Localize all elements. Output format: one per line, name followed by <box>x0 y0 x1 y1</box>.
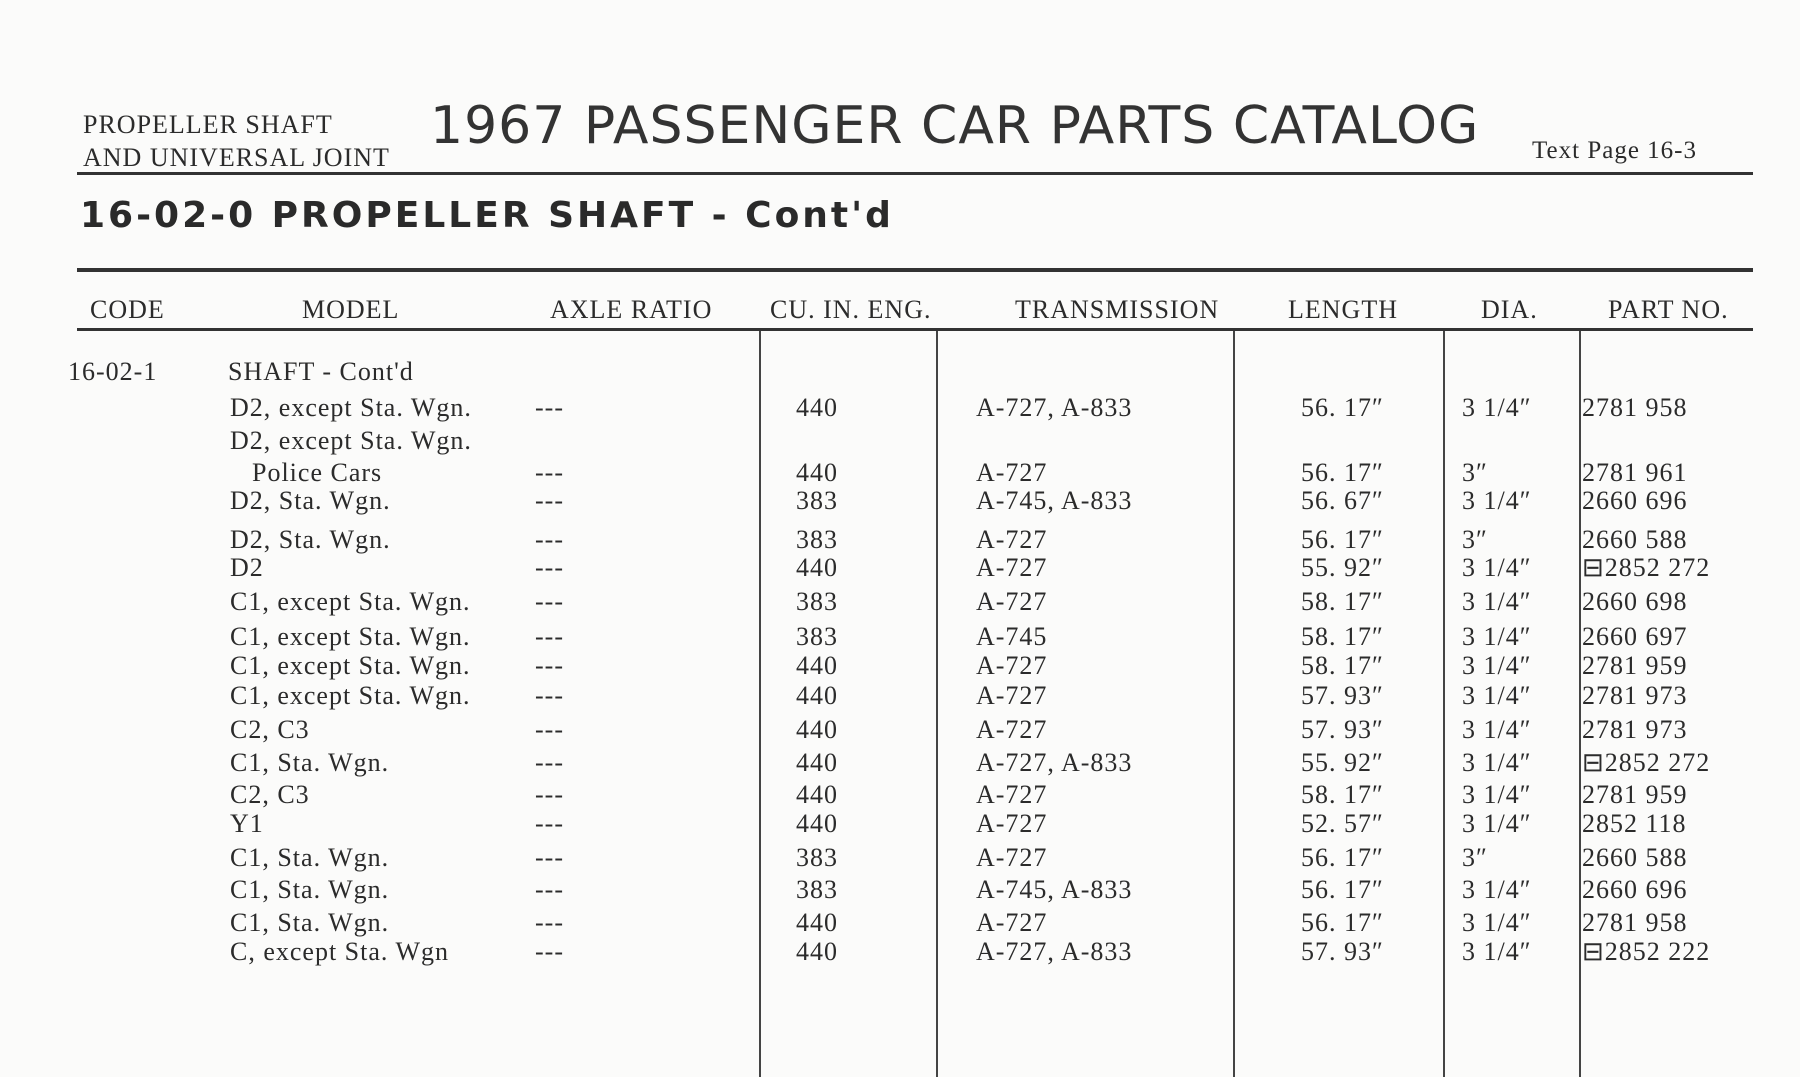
table-row <box>0 843 1800 873</box>
axle-ratio-cell: --- <box>535 681 564 710</box>
axle-ratio-cell: --- <box>535 908 564 937</box>
diameter-cell: 3″ <box>1462 458 1488 487</box>
diameter-cell: 3 1/4″ <box>1462 393 1532 422</box>
axle-ratio-cell: --- <box>535 525 564 554</box>
diameter-cell: 3 1/4″ <box>1462 651 1532 680</box>
table-row <box>0 715 1800 745</box>
part-number-cell: ⊟2852 222 <box>1582 937 1711 966</box>
table-top-rule <box>77 268 1753 272</box>
axle-ratio-cell: --- <box>535 875 564 904</box>
axle-ratio-cell: --- <box>535 393 564 422</box>
diameter-cell: 3 1/4″ <box>1462 908 1532 937</box>
part-number-cell: 2781 973 <box>1582 681 1688 710</box>
transmission-cell: A-727 <box>976 587 1048 616</box>
column-header-rule <box>77 328 1753 331</box>
engine-cell: 440 <box>796 748 838 777</box>
diameter-cell: 3 1/4″ <box>1462 937 1532 966</box>
length-cell: 56. 17″ <box>1301 393 1384 422</box>
model-cell: C1, Sta. Wgn. <box>230 748 390 777</box>
length-cell: 52. 57″ <box>1301 809 1384 838</box>
table-row <box>0 393 1800 423</box>
diameter-cell: 3 1/4″ <box>1462 809 1532 838</box>
length-cell: 56. 67″ <box>1301 486 1384 515</box>
part-number-cell: 2781 958 <box>1582 393 1688 422</box>
axle-ratio-cell: --- <box>535 651 564 680</box>
axle-ratio-cell: --- <box>535 748 564 777</box>
part-number-cell: 2660 697 <box>1582 622 1688 651</box>
axle-ratio-cell: --- <box>535 843 564 872</box>
part-number-cell: 2781 961 <box>1582 458 1688 487</box>
transmission-cell: A-727, A-833 <box>976 937 1133 966</box>
engine-cell: 383 <box>796 486 838 515</box>
model-cell: C1, Sta. Wgn. <box>230 843 390 872</box>
length-cell: 58. 17″ <box>1301 651 1384 680</box>
engine-cell: 440 <box>796 715 838 744</box>
table-row <box>0 651 1800 681</box>
model-cell: D2, Sta. Wgn. <box>230 525 391 554</box>
engine-cell: 383 <box>796 843 838 872</box>
transmission-cell: A-727 <box>976 843 1048 872</box>
table-row <box>0 681 1800 711</box>
table-row <box>0 426 1800 456</box>
axle-ratio-cell: --- <box>535 553 564 582</box>
header-rule <box>77 172 1753 175</box>
column-header-length: LENGTH <box>1288 295 1398 324</box>
engine-cell: 440 <box>796 809 838 838</box>
engine-cell: 440 <box>796 681 838 710</box>
part-number-cell: 2781 959 <box>1582 651 1688 680</box>
model-cell: C, except Sta. Wgn <box>230 937 449 966</box>
engine-cell: 440 <box>796 553 838 582</box>
part-number-cell: 2660 696 <box>1582 875 1688 904</box>
diameter-cell: 3 1/4″ <box>1462 587 1532 616</box>
engine-cell: 440 <box>796 458 838 487</box>
part-number-cell: 2660 698 <box>1582 587 1688 616</box>
part-number-cell: 2660 588 <box>1582 525 1688 554</box>
length-cell: 56. 17″ <box>1301 908 1384 937</box>
table-row <box>0 622 1800 652</box>
table-row <box>0 748 1800 778</box>
diameter-cell: 3 1/4″ <box>1462 486 1532 515</box>
diameter-cell: 3 1/4″ <box>1462 780 1532 809</box>
table-row <box>0 458 1800 488</box>
table-row <box>0 908 1800 938</box>
table-row <box>0 587 1800 617</box>
model-cell: D2 <box>230 553 264 582</box>
length-cell: 56. 17″ <box>1301 458 1384 487</box>
diameter-cell: 3 1/4″ <box>1462 875 1532 904</box>
model-cell: D2, except Sta. Wgn. <box>230 393 472 422</box>
part-number-cell: 2852 118 <box>1582 809 1687 838</box>
transmission-cell: A-727 <box>976 458 1048 487</box>
length-cell: 55. 92″ <box>1301 748 1384 777</box>
column-header-dia: DIA. <box>1481 295 1538 324</box>
axle-ratio-cell: --- <box>535 587 564 616</box>
model-cell: D2, Sta. Wgn. <box>230 486 391 515</box>
part-number-cell: 2781 958 <box>1582 908 1688 937</box>
model-cell: C2, C3 <box>230 715 310 744</box>
axle-ratio-cell: --- <box>535 715 564 744</box>
transmission-cell: A-727 <box>976 809 1048 838</box>
column-header-code: CODE <box>90 295 165 324</box>
engine-cell: 383 <box>796 587 838 616</box>
axle-ratio-cell: --- <box>535 809 564 838</box>
transmission-cell: A-727 <box>976 681 1048 710</box>
engine-cell: 440 <box>796 937 838 966</box>
table-row <box>0 780 1800 810</box>
model-cell: Y1 <box>230 809 264 838</box>
transmission-cell: A-727, A-833 <box>976 393 1133 422</box>
part-number-cell: 2781 959 <box>1582 780 1688 809</box>
length-cell: 58. 17″ <box>1301 587 1384 616</box>
length-cell: 58. 17″ <box>1301 780 1384 809</box>
length-cell: 56. 17″ <box>1301 875 1384 904</box>
engine-cell: 383 <box>796 622 838 651</box>
column-header-part-no: PART NO. <box>1608 295 1729 324</box>
section-title: 16-02-0 PROPELLER SHAFT - Cont'd <box>80 195 894 236</box>
axle-ratio-cell: --- <box>535 780 564 809</box>
diameter-cell: 3 1/4″ <box>1462 681 1532 710</box>
length-cell: 55. 92″ <box>1301 553 1384 582</box>
diameter-cell: 3 1/4″ <box>1462 553 1532 582</box>
column-header-transmission: TRANSMISSION <box>1015 295 1220 324</box>
diameter-cell: 3 1/4″ <box>1462 748 1532 777</box>
length-cell: 57. 93″ <box>1301 681 1384 710</box>
transmission-cell: A-745, A-833 <box>976 875 1133 904</box>
part-number-cell: 2781 973 <box>1582 715 1688 744</box>
engine-cell: 440 <box>796 780 838 809</box>
model-cell: C1, except Sta. Wgn. <box>230 681 471 710</box>
transmission-cell: A-727, A-833 <box>976 748 1133 777</box>
transmission-cell: A-745 <box>976 622 1048 651</box>
part-subheading: SHAFT - Cont'd <box>228 357 414 386</box>
axle-ratio-cell: --- <box>535 458 564 487</box>
transmission-cell: A-727 <box>976 525 1048 554</box>
code-number: 16-02-1 <box>68 357 158 386</box>
model-cell: C2, C3 <box>230 780 310 809</box>
model-cell: C1, Sta. Wgn. <box>230 875 390 904</box>
section-name <box>83 108 390 174</box>
length-cell: 58. 17″ <box>1301 622 1384 651</box>
diameter-cell: 3 1/4″ <box>1462 622 1532 651</box>
diameter-cell: 3 1/4″ <box>1462 715 1532 744</box>
table-row <box>0 525 1800 555</box>
engine-cell: 440 <box>796 651 838 680</box>
model-cell: C1, except Sta. Wgn. <box>230 622 471 651</box>
length-cell: 56. 17″ <box>1301 525 1384 554</box>
length-cell: 56. 17″ <box>1301 843 1384 872</box>
text-page-number: Text Page 16-3 <box>1532 137 1697 164</box>
section-name-line1: PROPELLER SHAFT <box>83 110 333 139</box>
axle-ratio-cell: --- <box>535 937 564 966</box>
axle-ratio-cell: --- <box>535 486 564 515</box>
transmission-cell: A-727 <box>976 715 1048 744</box>
part-number-cell: 2660 588 <box>1582 843 1688 872</box>
column-header-axle-ratio: AXLE RATIO <box>550 295 713 324</box>
part-number-cell: 2660 696 <box>1582 486 1688 515</box>
table-row <box>0 486 1800 516</box>
engine-cell: 383 <box>796 875 838 904</box>
section-name-line2: AND UNIVERSAL JOINT <box>83 143 390 172</box>
column-header-model: MODEL <box>302 295 400 324</box>
diameter-cell: 3″ <box>1462 525 1488 554</box>
model-cell: D2, except Sta. Wgn. <box>230 426 472 455</box>
part-number-cell: ⊟2852 272 <box>1582 553 1711 582</box>
length-cell: 57. 93″ <box>1301 715 1384 744</box>
transmission-cell: A-727 <box>976 651 1048 680</box>
table-row <box>0 553 1800 583</box>
catalog-title: 1967 PASSENGER CAR PARTS CATALOG <box>430 96 1480 156</box>
length-cell: 57. 93″ <box>1301 937 1384 966</box>
column-header-engine: CU. IN. ENG. <box>770 295 932 324</box>
diameter-cell: 3″ <box>1462 843 1488 872</box>
transmission-cell: A-745, A-833 <box>976 486 1133 515</box>
model-cell: C1, except Sta. Wgn. <box>230 587 471 616</box>
table-row <box>0 875 1800 905</box>
table-row <box>0 809 1800 839</box>
engine-cell: 440 <box>796 393 838 422</box>
table-row <box>0 937 1800 967</box>
engine-cell: 383 <box>796 525 838 554</box>
transmission-cell: A-727 <box>976 553 1048 582</box>
model-cell: C1, except Sta. Wgn. <box>230 651 471 680</box>
engine-cell: 440 <box>796 908 838 937</box>
axle-ratio-cell: --- <box>535 622 564 651</box>
transmission-cell: A-727 <box>976 908 1048 937</box>
transmission-cell: A-727 <box>976 780 1048 809</box>
model-cell: Police Cars <box>252 458 383 487</box>
model-cell: C1, Sta. Wgn. <box>230 908 390 937</box>
part-number-cell: ⊟2852 272 <box>1582 748 1711 777</box>
